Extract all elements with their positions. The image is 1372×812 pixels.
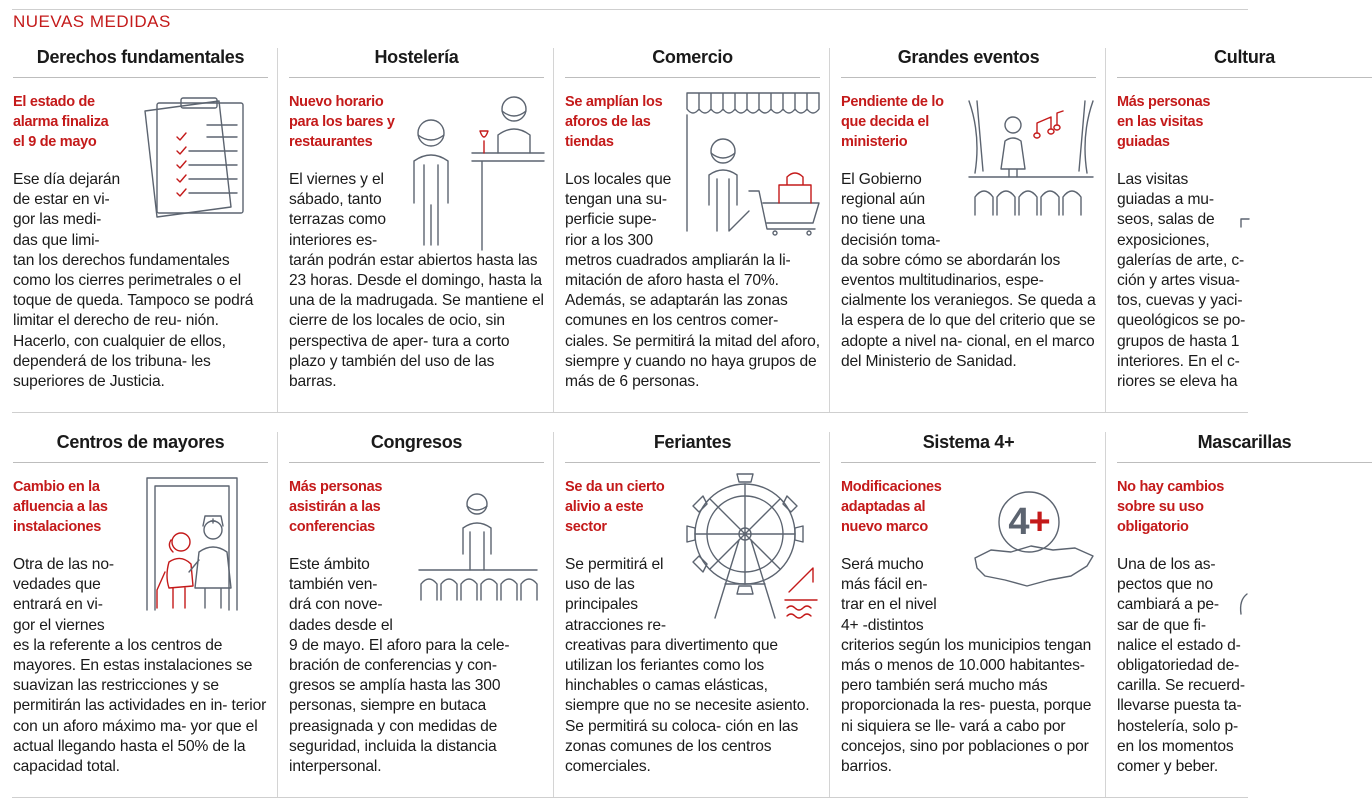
card-derechos-fundamentales	[13, 45, 268, 391]
subtitle-line: adaptadas al	[841, 499, 926, 516]
card-title: Derechos fundamentales	[36, 47, 245, 67]
title-rule	[289, 77, 544, 78]
card-sistema-4-plus	[841, 430, 1096, 776]
body-text: tarán podrán estar abiertos hasta las 23 horas. Desde el domingo, hasta la una de la madrugada. Se mantiene el cierre de los locales de ocio, sin perspectiva de aper- tura a corto plazo y también del uso de las barras.	[289, 251, 544, 391]
column-divider	[553, 48, 554, 412]
body-line: El viernes y el	[289, 171, 384, 188]
card-title: Grandes eventos	[897, 47, 1040, 67]
subtitle-line: nuevo marco	[841, 519, 928, 536]
subtitle-line: afluencia a las	[13, 499, 108, 516]
body-line: regional aún	[841, 191, 926, 209]
card-grandes-eventos	[841, 45, 1096, 370]
body-line: rior a los 300	[565, 231, 654, 249]
card-body	[565, 170, 820, 392]
body-line: Una de los as-	[1117, 556, 1216, 573]
card-feriantes	[565, 430, 820, 776]
title-rule	[841, 77, 1096, 78]
body-line: no tiene una	[841, 211, 926, 229]
body-line: das que limi-	[13, 231, 100, 249]
body-line: guiadas a mu-	[1117, 191, 1214, 209]
card-title: Comercio	[652, 47, 733, 67]
card-cultura	[1117, 45, 1275, 405]
card-subtitle	[13, 92, 108, 153]
title-rule	[13, 462, 268, 463]
body-text: criterios según los municipios tengan más o menos de 10.000 habitantes- pero también será mucho más proporcionada la res- puesta, porque ni siquiera se lle- vará a cabo por concejos, sino por poblaciones o por barrios.	[841, 636, 1092, 776]
body-line: Las visitas	[1117, 171, 1189, 188]
body-line: Otra de las no-	[13, 556, 114, 573]
subtitle-line: El estado de	[13, 94, 95, 110]
body-line: interiores es-	[289, 231, 378, 249]
column-divider	[1105, 432, 1106, 797]
card-title: Feriantes	[653, 432, 732, 452]
column-divider	[829, 432, 830, 797]
body-line: más fácil en-	[841, 576, 928, 594]
body-line: 4+ -distintos	[841, 616, 924, 634]
card-subtitle	[1117, 477, 1224, 538]
body-line: tengan una su-	[565, 191, 667, 209]
column-divider	[553, 432, 554, 797]
section-title: NUEVAS MEDIDAS	[13, 12, 171, 31]
body-line: cambiará a pe-	[1117, 596, 1219, 614]
body-line: gor el viernes	[13, 616, 105, 634]
card-body	[13, 555, 268, 777]
body-text: galerías de arte, c- ción y artes visua- tos, cuevas y yaci- queológicos se po- grupos de hasta 1 interiores. En el c- riores se eleva ha	[1117, 251, 1246, 391]
subtitle-line: Se da un cierto	[565, 479, 665, 495]
title-rule	[1117, 462, 1372, 463]
body-line: pectos que no	[1117, 576, 1214, 594]
subtitle-line: ministerio	[841, 134, 908, 151]
subtitle-line: instalaciones	[13, 519, 101, 536]
card-body	[289, 170, 544, 392]
body-line: Este ámbito	[289, 556, 370, 573]
card-centros-de-mayores	[13, 430, 268, 776]
body-line: Será mucho	[841, 556, 924, 573]
card-subtitle	[13, 477, 108, 538]
body-line: también ven-	[289, 576, 378, 594]
plus-sign: +	[1028, 501, 1050, 543]
body-line: drá con nove-	[289, 596, 383, 614]
card-body	[841, 170, 1096, 372]
card-hosteleria	[289, 45, 544, 391]
body-line: dades desde el	[289, 616, 393, 634]
column-divider	[829, 48, 830, 412]
level-badge-text	[999, 496, 1059, 548]
body-text: creativas para divertimento que utilizan los feriantes como los hinchables o camas elásticas, siempre que no se necesite asiento. Se permitirá su coloca- ción en las zonas comunes de los centros comerciales.	[565, 636, 810, 776]
body-text: metros cuadrados ampliarán la li- mitación de aforo hasta el 70%. Además, se adaptarán las zonas comunes en los centros comer- ciales. Se permitirá la mitad del aforo, siempre y cuando no haya grupos de más de 6 personas.	[565, 251, 820, 391]
body-text: es la referente a los centros de mayores. En estas instalaciones se suavizan las restricciones y se permitirán las actividades en in- terior con un aforo máximo ma- yor que el actual llegando hasta el 50% de la capacidad total.	[13, 636, 267, 776]
column-divider	[277, 432, 278, 797]
subtitle-line: sobre su uso	[1117, 499, 1204, 516]
title-rule	[841, 462, 1096, 463]
body-text: 9 de mayo. El aforo para la cele- bración de conferencias y con- gresos se amplía hasta las 300 personas, siempre en butaca preasignada y con medidas de seguridad, incluida la distancia interpersonal.	[289, 636, 510, 776]
card-subtitle	[565, 477, 664, 538]
card-body	[289, 555, 544, 777]
subtitle-line: Pendiente de lo	[841, 94, 944, 110]
subtitle-line: Más personas	[1117, 94, 1211, 110]
card-title: Centros de mayores	[56, 432, 225, 452]
body-line: Se permitirá el	[565, 556, 664, 573]
body-line: uso de las	[565, 576, 635, 594]
body-line: perficie supe-	[565, 211, 657, 229]
card-title: Mascarillas	[1197, 432, 1292, 452]
top-rule	[12, 9, 1248, 10]
body-text: nalice el estado d- obligatoriedad de- carilla. Se recuerd- llevarse puesta ta- hostelería, solo p- en los momentos comer y beber.	[1117, 636, 1245, 776]
card-subtitle	[841, 92, 944, 153]
body-line: entrará en vi-	[13, 596, 103, 614]
subtitle-line: alivio a este	[565, 499, 644, 516]
body-line: Los locales que	[565, 171, 672, 188]
body-line: El Gobierno	[841, 171, 922, 188]
card-title: Sistema 4+	[922, 432, 1015, 452]
card-body	[13, 170, 268, 392]
subtitle-line: tiendas	[565, 134, 614, 151]
card-body	[565, 555, 820, 777]
subtitle-line: que decida el	[841, 114, 929, 131]
body-line: atracciones re-	[565, 616, 666, 634]
card-subtitle	[565, 92, 662, 153]
body-line: de estar en vi-	[13, 191, 110, 209]
column-divider	[277, 48, 278, 412]
card-subtitle	[1117, 92, 1210, 153]
body-line: principales	[565, 596, 638, 614]
body-line: Ese día dejarán	[13, 171, 120, 188]
subtitle-line: Modificaciones	[841, 479, 942, 495]
subtitle-line: Nuevo horario	[289, 94, 384, 110]
card-body	[1117, 170, 1372, 392]
subtitle-line: conferencias	[289, 519, 375, 536]
body-line: terrazas como	[289, 211, 386, 229]
subtitle-line: alarma finaliza	[13, 114, 109, 131]
subtitle-line: restaurantes	[289, 134, 373, 151]
subtitle-line: en las visitas	[1117, 114, 1204, 131]
title-rule	[565, 77, 820, 78]
subtitle-line: No hay cambios	[1117, 479, 1224, 495]
title-rule	[13, 77, 268, 78]
subtitle-line: para los bares y	[289, 114, 395, 131]
card-comercio	[565, 45, 820, 391]
row-separator	[12, 797, 1248, 798]
subtitle-line: sector	[565, 519, 607, 536]
title-rule	[289, 462, 544, 463]
body-line: seos, salas de	[1117, 211, 1215, 229]
card-subtitle	[289, 477, 382, 538]
subtitle-line: asistirán a las	[289, 499, 381, 516]
body-line: vedades que	[13, 576, 101, 594]
card-title: Cultura	[1214, 47, 1275, 67]
card-subtitle	[841, 477, 942, 538]
body-line: exposiciones,	[1117, 231, 1210, 249]
card-congresos	[289, 430, 544, 776]
subtitle-line: Más personas	[289, 479, 383, 495]
card-subtitle	[289, 92, 395, 153]
title-rule	[565, 462, 820, 463]
card-title: Congresos	[370, 432, 463, 452]
card-body	[841, 555, 1096, 777]
subtitle-line: Se amplían los	[565, 94, 663, 110]
subtitle-line: aforos de las	[565, 114, 651, 131]
body-line: trar en el nivel	[841, 596, 937, 614]
subtitle-line: Cambio en la	[13, 479, 100, 495]
body-line: sábado, tanto	[289, 191, 382, 209]
body-text: tan los derechos fundamentales como los cierres perimetrales o el toque de queda. Tampoco se podrá limitar el derecho de reu- nión. Hacerlo, con cualquier de ellos, dependerá de los tribuna- les superiores de Justicia.	[13, 251, 254, 391]
body-line: sar de que fi-	[1117, 616, 1206, 634]
row-separator	[12, 412, 1248, 413]
body-text: da sobre cómo se abordarán los eventos multitudinarios, espe- cialmente los veraniegos. Se queda a la espera de lo que del criterio que se adopte a nivel na- cional, en el marco del Ministerio de Sanidad.	[841, 251, 1096, 370]
card-title: Hostelería	[374, 47, 459, 67]
digit-four: 4	[1008, 501, 1029, 543]
title-rule	[1117, 77, 1372, 78]
body-line: gor las medi-	[13, 211, 102, 229]
subtitle-line: obligatorio	[1117, 519, 1189, 536]
subtitle-line: el 9 de mayo	[13, 134, 97, 151]
card-mascarillas	[1117, 430, 1292, 790]
subtitle-line: guiadas	[1117, 134, 1170, 151]
body-line: decisión toma-	[841, 231, 941, 249]
column-divider	[1105, 48, 1106, 412]
card-body	[1117, 555, 1372, 777]
